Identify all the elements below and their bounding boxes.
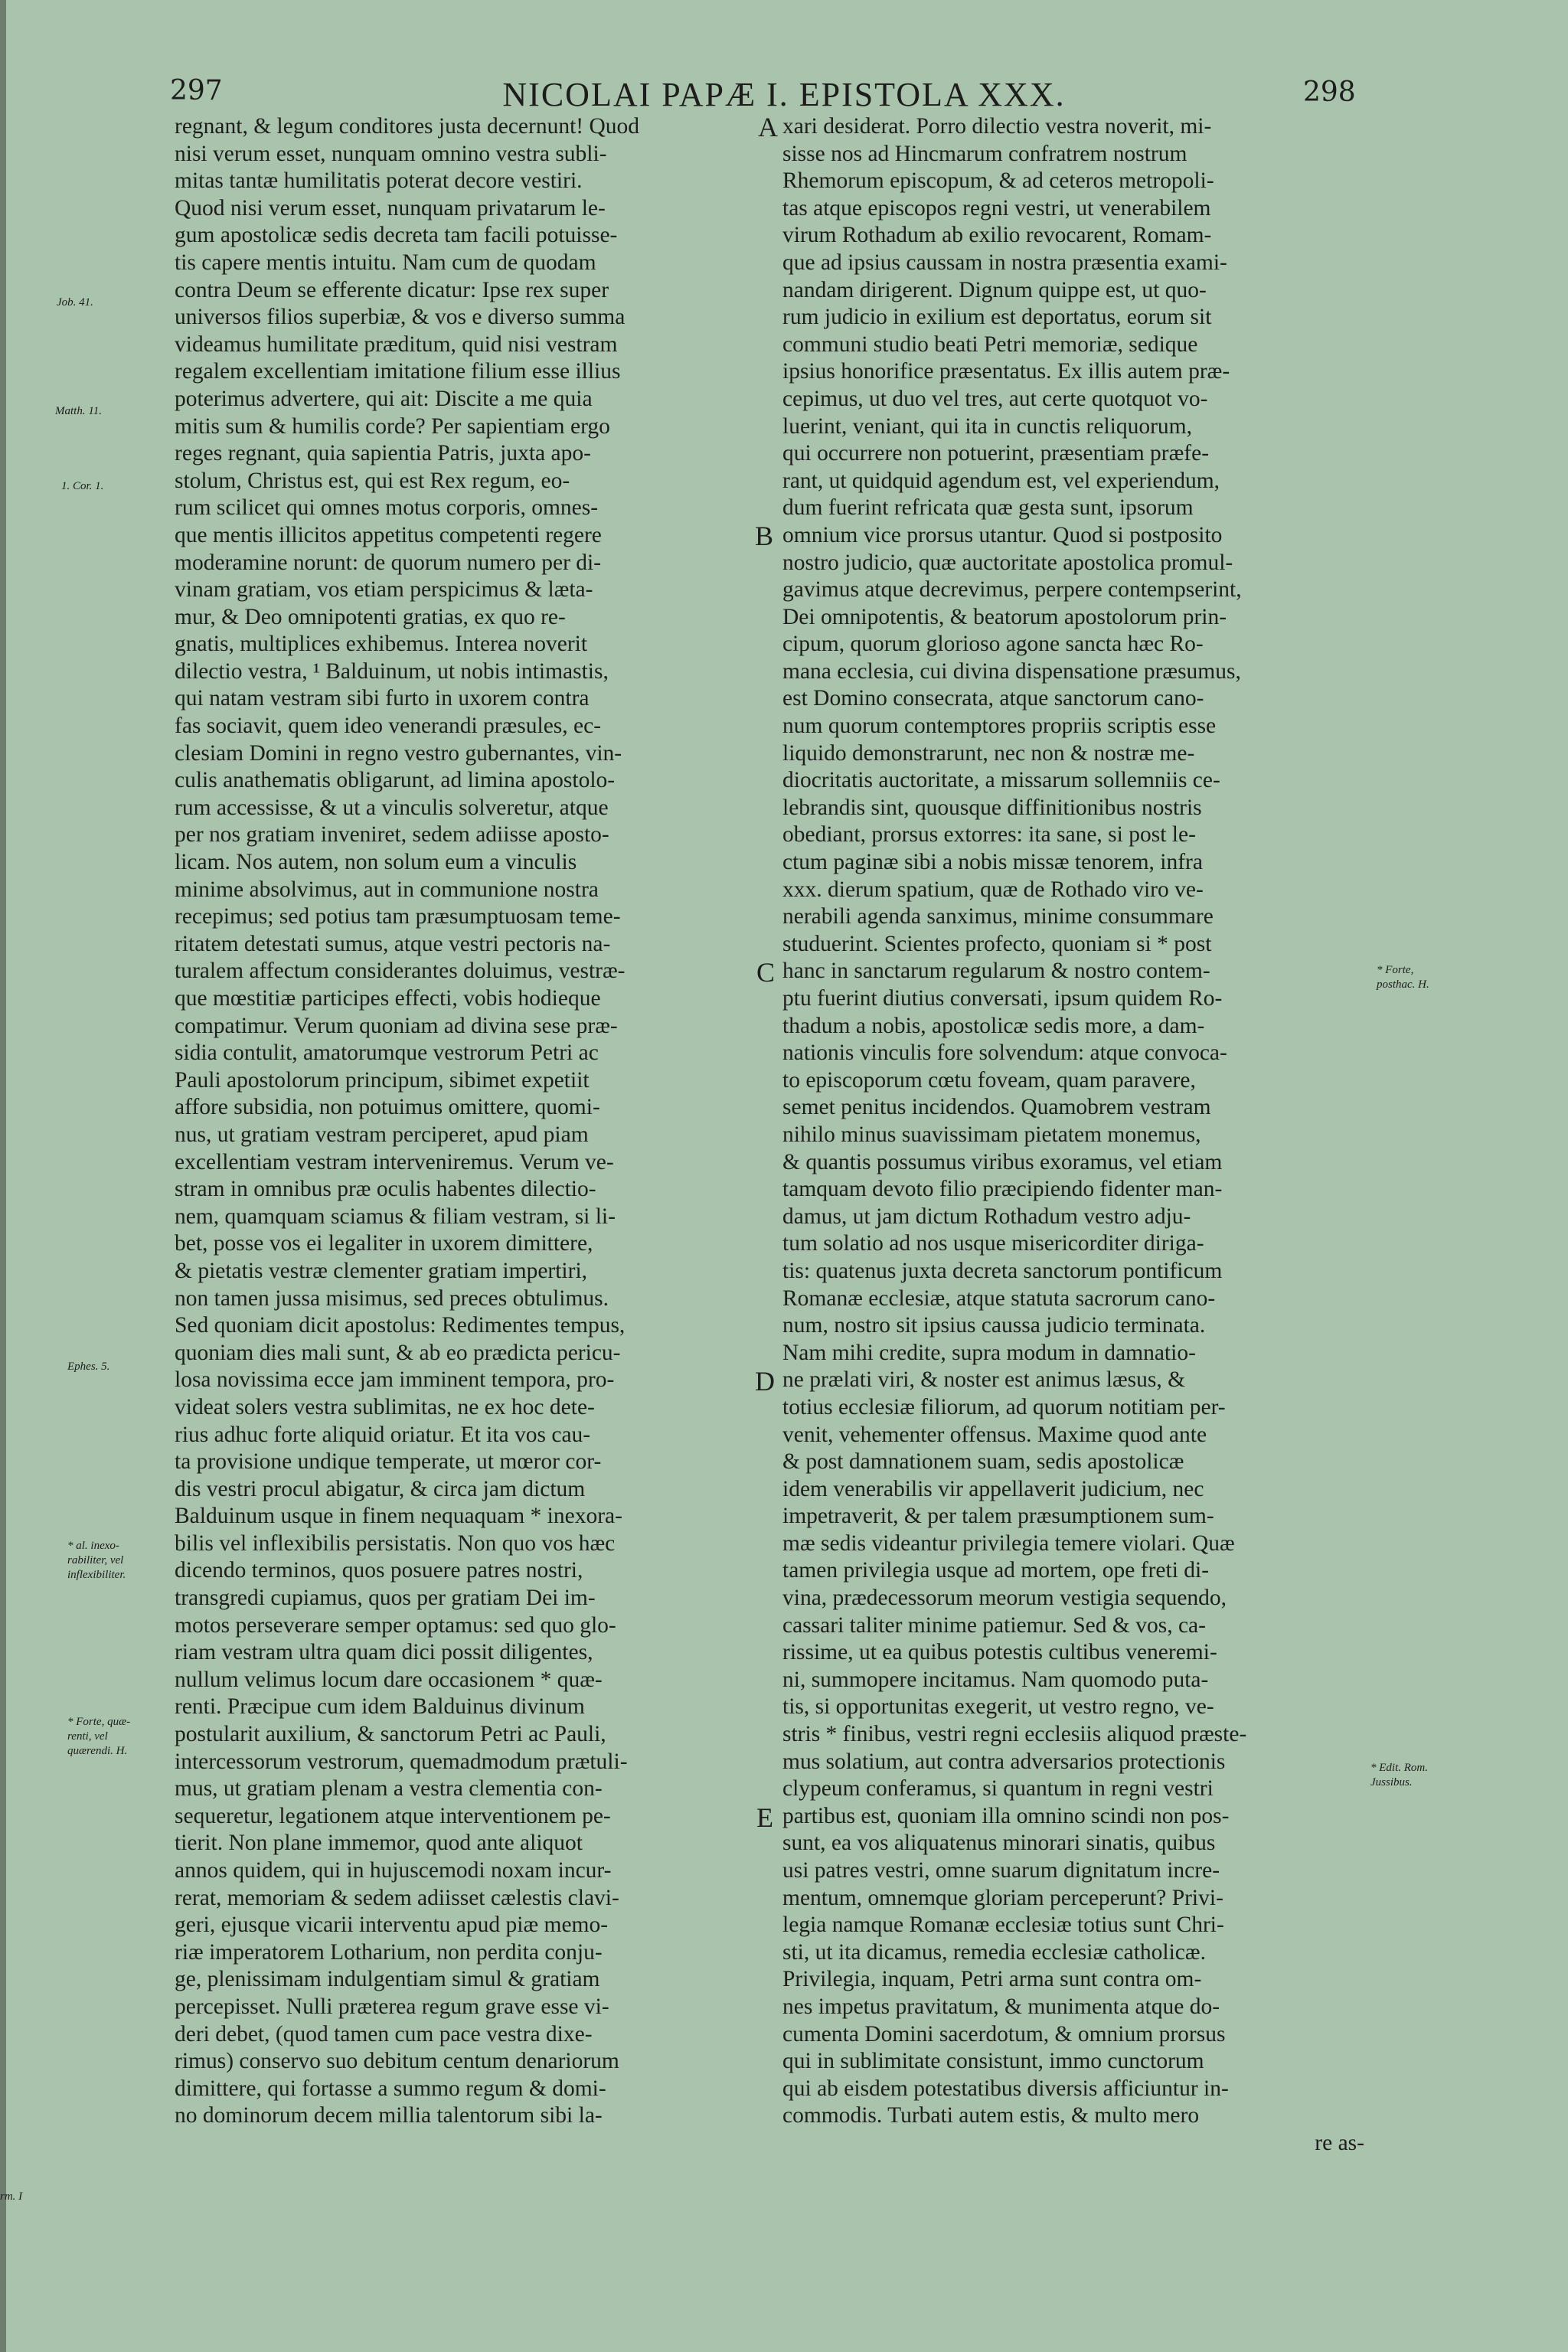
text-line: cassari taliter minime patiemur. Sed & vos, ca- (782, 1612, 1206, 1638)
text-line: nisi verum esset, nunquam omnino vestra subli- (175, 141, 607, 166)
text-line: mentum, omnemque gloriam perceperunt? Privi- (782, 1885, 1223, 1910)
section-letter-d: D (755, 1366, 775, 1396)
text-line: ctum paginæ sibi a nobis missæ tenorem, infra (782, 850, 1203, 875)
text-line: dum fuerint refricata quæ gesta sunt, ipsorum (782, 495, 1194, 521)
right-text-column (782, 113, 1364, 2158)
text-line: lebrandis sint, quousque diffinitionibus nostris (782, 795, 1202, 820)
text-line: sequeretur, legationem atque interventionem pe- (175, 1803, 611, 1828)
text-line: riæ imperatorem Lotharium, non perdita conju- (175, 1939, 603, 1965)
text-line: que mœstitiæ participes effecti, vobis hodieque (175, 986, 601, 1011)
text-line: omnium vice prorsus utantur. Quod si postposito (782, 522, 1223, 547)
text-line: affore subsidia, non potuimus omittere, quomi- (175, 1095, 600, 1120)
text-line: ge, plenissimam indulgentiam simul & gratiam (175, 1967, 600, 1992)
text-line: dicendo terminos, quos posuere patres nostri, (175, 1558, 583, 1583)
text-line: ni, summopere incitamus. Nam quomodo puta- (782, 1667, 1209, 1692)
text-line: est Domino consecrata, atque sanctorum cano- (782, 686, 1204, 711)
section-letter-e: E (756, 1802, 773, 1833)
section-letter-a: A (758, 112, 778, 142)
text-line: nullum velimus locum dare occasionem * quæ- (175, 1667, 603, 1692)
text-line: nihilo minus suavissimam pietatem monemus, (782, 1122, 1201, 1147)
text-line: rissime, ut ea quibus potestis cultibus veneremi- (782, 1640, 1217, 1665)
text-line: postularit auxilium, & sanctorum Petri ac Pauli, (175, 1722, 606, 1747)
margin-note-job: Job. 41. (57, 296, 93, 309)
text-line: luerint, veniant, qui ita in cunctis reliquorum, (782, 413, 1192, 439)
text-line: reges regnant, quia sapientia Patris, juxta apo- (175, 441, 591, 466)
text-line: Nam mihi credite, supra modum in damnatio- (782, 1340, 1196, 1365)
text-line: Balduinum usque in finem nequaquam * inexora- (175, 1504, 622, 1529)
text-line: vinam gratiam, vos etiam perspicimus & læta- (175, 577, 593, 603)
text-line: turalem affectum considerantes doluimus, vestræ- (175, 959, 626, 984)
text-line: mur, & Deo omnipotenti gratias, ex quo re- (175, 604, 566, 629)
text-line: ne prælati viri, & noster est animus læsus, & (782, 1367, 1186, 1393)
text-line: poterimus advertere, qui ait: Discite a me quia (175, 386, 593, 411)
text-line: qui natam vestram sibi furto in uxorem contra (175, 686, 590, 711)
text-line: communi studio beati Petri memoriæ, sedique (782, 332, 1198, 357)
page-number-right: 298 (1303, 77, 1356, 108)
text-line: vina, prædecessorum meorum vestigia sequendo, (782, 1586, 1227, 1611)
text-line: culis anathematis obligarunt, ad limina apostolo- (175, 768, 616, 793)
text-line: qui in sublimitate consistunt, immo cunctorum (782, 2049, 1204, 2074)
text-line: legia namque Romanæ ecclesiæ totius sunt Chri- (782, 1913, 1224, 1938)
text-line: compatimur. Verum quoniam ad divina sese præ- (175, 1013, 618, 1038)
text-line: cepimus, ut duo vel tres, aut certe quotquot vo- (782, 386, 1208, 411)
text-line: intercessorum vestrorum, quemadmodum prætuli- (175, 1749, 628, 1774)
text-line: que ad ipsius caussam in nostra præsentia exami- (782, 250, 1227, 275)
margin-note-matth: Matth. 11. (55, 405, 102, 417)
text-line: geri, ejusque vicarii interventu apud piæ memo- (175, 1913, 609, 1938)
text-line: mus, ut gratiam plenam a vestra clementia con- (175, 1776, 603, 1802)
text-line: sunt, ea vos aliquatenus minorari sinatis, quibus (782, 1831, 1216, 1856)
text-line: & post damnationem suam, sedis apostolicæ (782, 1449, 1184, 1475)
text-line: per nos gratiam inveniret, sedem adiisse aposto- (175, 822, 609, 848)
text-line: non tamen jussa misimus, sed preces obtulimus. (175, 1285, 609, 1311)
text-line: contra Deum se efferente dicatur: Ipse rex super (175, 277, 609, 302)
text-line: usi patres vestri, omne suarum dignitatum incre- (782, 1858, 1220, 1883)
text-line: semet penitus incidendos. Quamobrem vestram (782, 1095, 1211, 1120)
text-line: Quod nisi verum esset, nunquam privatarum le- (175, 195, 606, 220)
text-line: dimittere, qui fortasse a summo regum & domi- (175, 2076, 606, 2101)
book-gutter (0, 0, 6, 2352)
text-line: venit, vehementer offensus. Maxime quod ante (782, 1422, 1207, 1447)
text-line: licam. Nos autem, non solum eum a vinculis (175, 850, 577, 875)
text-line: rum judicio in exilium est deportatus, eorum sit (782, 305, 1212, 330)
left-text-column (175, 113, 756, 2130)
text-line: bet, posse vos ei legaliter in uxorem dimittere, (175, 1231, 593, 1256)
text-line: tum solatio ad nos usque misericorditer diriga- (782, 1231, 1204, 1256)
text-line: dilectio vestra, ¹ Balduinum, ut nobis intimastis, (175, 658, 609, 684)
text-line: re as- (1315, 2130, 1364, 2155)
text-line: commodis. Turbati autem estis, & multo mero (782, 2103, 1200, 2128)
text-line: virum Rothadum ab exilio revocarent, Romam- (782, 223, 1212, 248)
margin-note-variant-quaerenti: * Forte, quæ- renti, vel quærendi. H. (67, 1716, 131, 1757)
text-line: transgredi cupiamus, quos per gratiam Dei im- (175, 1586, 596, 1611)
margin-note-edge: rm. I (0, 2190, 23, 2203)
text-line: annos quidem, qui in hujuscemodi noxam incur- (175, 1858, 612, 1883)
text-line: quoniam dies mali sunt, & ab eo prædicta pericu- (175, 1340, 621, 1365)
text-line: motos perseverare semper optamus: sed quo glo- (175, 1612, 616, 1638)
text-line: rerat, memoriam & sedem adiisset cælestis clavi- (175, 1885, 619, 1910)
running-title: NICOLAI PAPÆ I. EPISTOLA XXX. (502, 76, 1066, 113)
text-line: sti, ut ita dicamus, remedia ecclesiæ catholicæ. (782, 1939, 1206, 1965)
text-line: mitas tantæ humilitatis poterat decore vestiri. (175, 168, 583, 194)
text-line: nus, ut gratiam vestram perciperet, apud piam (175, 1122, 589, 1147)
margin-note-variant-inexorabiliter: * al. inexo- rabiliter, vel inflexibiliter. (67, 1540, 126, 1581)
text-line: nerabili agenda sanximus, minime consummare (782, 904, 1214, 929)
text-line: num, nostro sit ipsius caussa judicio terminata. (782, 1313, 1206, 1338)
text-line: rum scilicet qui omnes motus corporis, omnes- (175, 495, 599, 521)
text-line: clesiam Domini in regno vestro gubernantes, vin- (175, 740, 622, 766)
text-line: rant, ut quidquid agendum est, vel experiendum, (782, 468, 1220, 493)
text-line: renti. Præcipue cum idem Balduinus divinum (175, 1694, 585, 1720)
text-line: nem, quamquam sciamus & filiam vestram, si li- (175, 1204, 616, 1229)
section-letter-b: B (755, 521, 774, 551)
text-line: damus, ut jam dictum Rothadum vestro adju- (782, 1204, 1191, 1229)
margin-note-ephes: Ephes. 5. (67, 1361, 110, 1373)
text-line: & quantis possumus viribus exoramus, vel etiam (782, 1149, 1223, 1174)
text-line: recepimus; sed potius tam præsumptuosam teme- (175, 904, 621, 929)
text-line: Privilegia, inquam, Petri arma sunt contra om- (782, 1967, 1202, 1992)
text-line: & pietatis vestræ clementer gratiam impertiri, (175, 1258, 588, 1283)
text-line: sisse nos ad Hincmarum confratrem nostrum (782, 141, 1187, 166)
text-line: rius adhuc forte aliquid oriatur. Et ita vos cau- (175, 1422, 591, 1447)
text-line: tas atque episcopos regni vestri, ut venerabilem (782, 195, 1211, 220)
text-line: tis, si opportunitas exegerit, ut vestro regno, ve- (782, 1694, 1214, 1720)
text-line: gum apostolicæ sedis decreta tam facili potuisse- (175, 223, 618, 248)
text-line: num quorum contemptores propriis scriptis esse (782, 714, 1217, 739)
text-line: totius ecclesiæ filiorum, ad quorum notitiam per- (782, 1394, 1226, 1419)
text-line: hanc in sanctarum regularum & nostro contem- (782, 959, 1210, 984)
text-line: ipsius honorifice præsentatus. Ex illis autem præ- (782, 359, 1230, 384)
text-line: deri debet, (quod tamen cum pace vestra dixe- (175, 2021, 593, 2047)
text-line: liquido demonstrarunt, nec non & nostræ me- (782, 740, 1195, 766)
text-line: diocritatis auctoritate, a missarum sollemniis ce- (782, 768, 1220, 793)
text-line: qui occurrere non potuerint, præsentiam præfe- (782, 441, 1210, 466)
text-line: cumenta Domini sacerdotum, & omnium prorsus (782, 2021, 1226, 2047)
margin-note-cor: 1. Cor. 1. (61, 480, 104, 492)
text-line: fas sociavit, quem ideo venerandi præsules, ec- (175, 714, 602, 739)
text-line: sidia contulit, amatorumque vestrorum Petri ac (175, 1040, 599, 1066)
text-line: rum accessisse, & ut a vinculis solveretur, atque (175, 795, 609, 820)
text-line: to episcoporum cœtu foveam, quam paravere, (782, 1067, 1196, 1093)
page-header (0, 75, 1568, 112)
text-line: nandam dirigerent. Dignum quippe est, ut quo- (782, 277, 1207, 302)
text-line: dis vestri procul abigatur, & circa jam dictum (175, 1476, 586, 1501)
text-line: universos filios superbiæ, & vos e diverso summa (175, 305, 626, 330)
text-line: ta provisione undique temperate, ut mœror cor- (175, 1449, 602, 1475)
text-line: gavimus atque decrevimus, perpere contempserint, (782, 577, 1242, 603)
text-line: tis: quatenus juxta decreta sanctorum pontificum (782, 1258, 1223, 1283)
text-line: mæ sedis videantur privilegia temere violari. Quæ (782, 1530, 1235, 1556)
text-line: nationis vinculis fore solvendum: atque convoca- (782, 1040, 1227, 1066)
margin-note-edit-rom: * Edit. Rom. Jussibus. (1370, 1762, 1428, 1788)
text-line: nostro judicio, quæ auctoritate apostolica promul- (782, 550, 1233, 575)
text-line: xari desiderat. Porro dilectio vestra noverit, mi- (782, 114, 1212, 139)
text-line: ritatem detestati sumus, atque vestri pectoris na- (175, 931, 611, 956)
text-line: que mentis illicitos appetitus competenti regere (175, 522, 602, 547)
text-line: obediant, prorsus extorres: ita sane, si post le- (782, 822, 1196, 848)
text-line: gnatis, multiplices exhibemus. Interea noverit (175, 632, 588, 657)
text-line: Pauli apostolorum principum, sibimet expetiit (175, 1067, 590, 1093)
text-line: regnant, & legum conditores justa decernunt! Quod (175, 114, 640, 139)
text-line: moderamine norunt: de quorum numero per di- (175, 550, 602, 575)
text-line: partibus est, quoniam illa omnino scindi non pos- (782, 1803, 1230, 1828)
text-line: tierit. Non plane immemor, quod ante aliquot (175, 1831, 583, 1856)
text-line: minime absolvimus, aut in communione nostra (175, 877, 599, 902)
text-line: cipum, quorum glorioso agone sancta hæc Ro- (782, 632, 1204, 657)
text-line: ptu fuerint diutius conversati, ipsum quidem Ro- (782, 986, 1223, 1011)
text-line: mitis sum & humilis corde? Per sapientiam ergo (175, 413, 610, 439)
text-line: stolum, Christus est, qui est Rex regum, eo- (175, 468, 570, 493)
text-line: idem venerabilis vir appellaverit judicium, nec (782, 1476, 1204, 1501)
text-line: impetraverit, & per talem præsumptionem sum- (782, 1504, 1214, 1529)
text-line: percepisset. Nulli præterea regum grave esse vi- (175, 1994, 609, 2019)
text-line: mus solatium, aut contra adversarios protectionis (782, 1749, 1226, 1774)
text-line: excellentiam vestram interveniremus. Verum ve- (175, 1149, 614, 1174)
text-line: tamquam devoto filio præcipiendo fidenter man- (782, 1177, 1223, 1202)
text-line: bilis vel inflexibilis persistatis. Non quo vos hæc (175, 1530, 616, 1556)
text-line: videat solers vestra sublimitas, ne ex hoc dete- (175, 1394, 595, 1419)
text-line: xxx. dierum spatium, quæ de Rothado viro ve- (782, 877, 1204, 902)
section-letter-c: C (756, 957, 776, 988)
page-number-left: 297 (170, 75, 223, 106)
text-line: regalem excellentiam imitatione filium esse illius (175, 359, 621, 384)
text-line: tis capere mentis intuitu. Nam cum de quodam (175, 250, 596, 275)
text-line: rimus) conservo suo debitum centum denariorum (175, 2049, 619, 2074)
text-line: no dominorum decem millia talentorum sibi la- (175, 2103, 603, 2128)
text-line: tamen privilegia usque ad mortem, ope freti di- (782, 1558, 1210, 1583)
text-line: mana ecclesia, cui divina dispensatione præsumus, (782, 658, 1241, 684)
text-line: clypeum conferamus, si quantum in regni vestri (782, 1776, 1214, 1802)
text-line: stram in omnibus præ oculis habentes dilectio- (175, 1177, 596, 1202)
text-line: stris * finibus, vestri regni ecclesiis aliquod præste- (782, 1722, 1247, 1747)
text-line: videamus humilitate præditum, quid nisi vestram (175, 332, 618, 357)
text-line: thadum a nobis, apostolicæ sedis more, a dam- (782, 1013, 1205, 1038)
text-line: losa novissima ecce jam imminent tempora, pro- (175, 1367, 615, 1393)
margin-note-forte-posthac: * Forte, posthac. H. (1377, 964, 1429, 991)
text-line: Sed quoniam dicit apostolus: Redimentes tempus, (175, 1313, 626, 1338)
text-line: nes impetus pravitatum, & munimenta atque do- (782, 1994, 1220, 2019)
text-line: studuerint. Scientes profecto, quoniam si * post (782, 931, 1212, 956)
text-line: Rhemorum episcopum, & ad ceteros metropoli- (782, 168, 1214, 194)
text-line: riam vestram ultra quam dici possit diligentes, (175, 1640, 593, 1665)
text-line: Dei omnipotentis, & beatorum apostolorum prin- (782, 604, 1227, 629)
text-line: qui ab eisdem potestatibus diversis afficiuntur in- (782, 2076, 1229, 2101)
text-line: Romanæ ecclesiæ, atque statuta sacrorum cano- (782, 1285, 1216, 1311)
